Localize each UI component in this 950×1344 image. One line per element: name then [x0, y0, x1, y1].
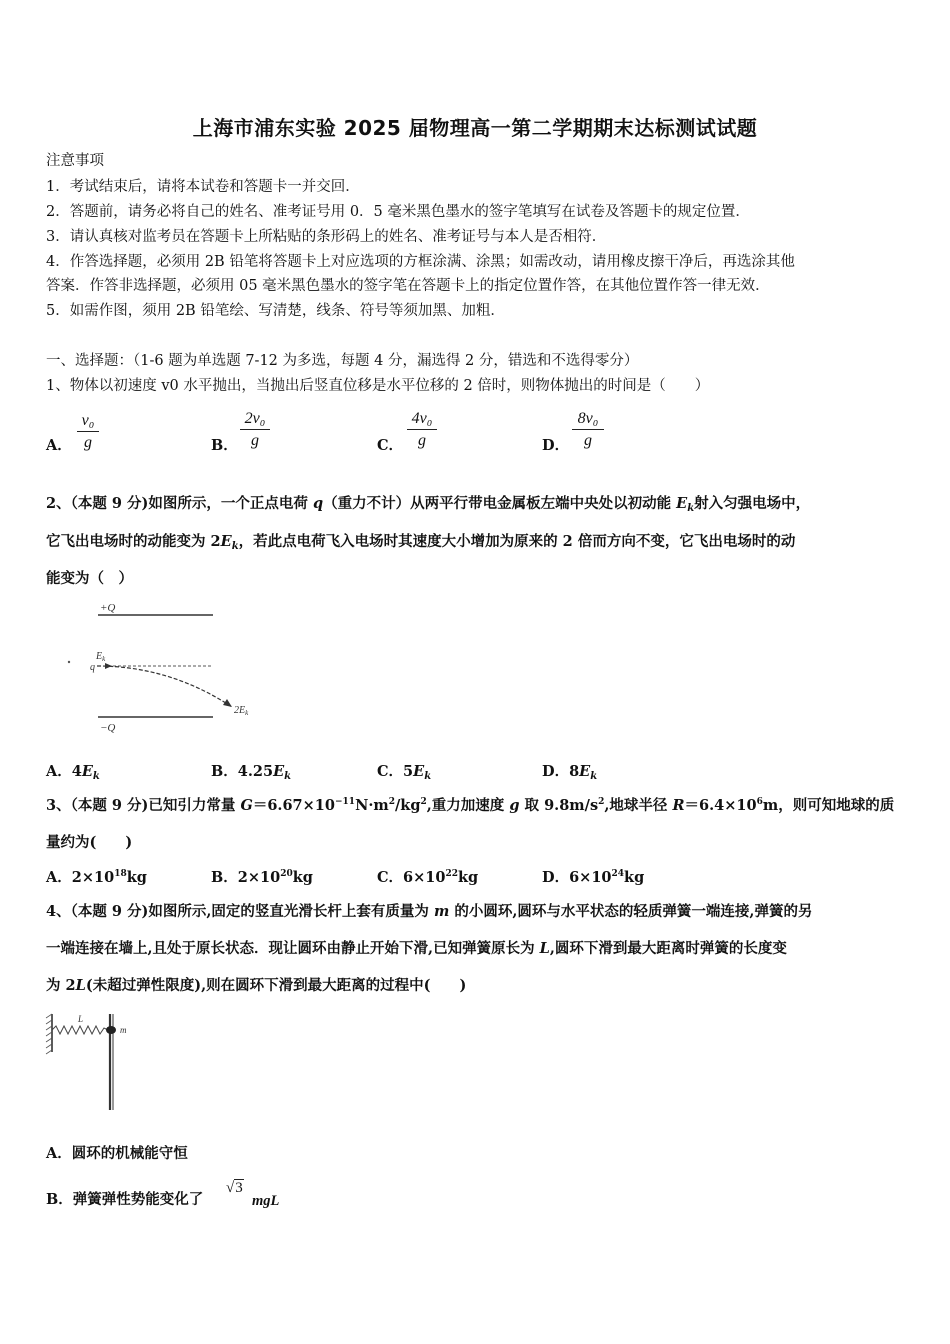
q2-fig-q-label: q: [90, 662, 95, 673]
q2-line2: 它飞出电场时的动能变为 $2E_k$，若此点电荷飞入电场时其速度大小增加为原来的 2 倍而方向不变，它飞出电场时的动: [46, 533, 796, 552]
q3-line1: 3、（本题 9 分)已知引力常量 $G=6.67\times 10^{-11}N\cdot m^2/kg^2$,重力加速度 g 取 $9.8m/s^2$,地球半径 $R=6.4\times 10^6m$，则可知地球的质: [46, 797, 895, 814]
notice-item: 2．答题前，请务必将自己的姓名、准考证号用 0．5 毫米黑色墨水的签字笔填写在试卷及答题卡的规定位置．: [46, 204, 750, 220]
q1-option-d-fraction: [570, 410, 606, 450]
q3-option-a: A．$2\times 10^{18}kg$: [46, 869, 147, 886]
spring: [52, 1026, 108, 1034]
q2-figure-parallel-plates: [60, 595, 270, 740]
q1-stem: 1、物体以初速度 v0 水平抛出，当抛出后竖直位移是水平位移的 2 倍时，则物体抛出的时间是（ ）: [46, 378, 710, 394]
q1-option-c-label: C．: [377, 437, 404, 454]
fraction-numerator: 8v₀: [577, 410, 599, 427]
notice-item: 1．考试结束后，请将本试卷和答题卡一并交回．: [46, 179, 360, 195]
fraction-numerator: 4v₀: [411, 410, 433, 427]
q4-line3: 为 2L(未超过弹性限度),则在圆环下滑到最大距离的过程中( ): [46, 977, 467, 994]
q4-line1: 4、（本题 9 分)如图所示,固定的竖直光滑长杆上套有质量为 m 的小圆环,圆环与水平状态的轻质弹簧一端连接,弹簧的另: [46, 903, 813, 920]
q4-fig-L-label: L: [78, 1014, 84, 1024]
fraction-denominator: g: [251, 432, 259, 449]
trajectory-path: [97, 666, 232, 707]
q3-option-d: D．$6\times 10^{24}kg$: [542, 869, 645, 886]
q2-fig-ek-label: $E_k$: [96, 651, 106, 663]
wall-hatching: [46, 1014, 52, 1054]
fraction-numerator: 2v₀: [244, 410, 266, 427]
q4-option-b: B．弹簧弹性势能变化了: [46, 1191, 204, 1208]
q1-option-a-label: A．: [46, 437, 72, 454]
q2-option-b: B．$4.25E_k$: [211, 763, 292, 782]
q2-option-a: A．$4E_k$: [46, 763, 100, 782]
q2-option-c: C．$5E_k$: [377, 763, 432, 782]
notice-heading: 注意事项: [46, 153, 104, 169]
q4-figure-spring-ring: [42, 1010, 142, 1115]
notice-item: 3．请认真核对监考员在答题卡上所粘贴的条形码上的姓名、准考证号与本人是否相符．: [46, 229, 607, 245]
q4-option-b-tail: mgL: [252, 1193, 280, 1209]
section-heading: 一、选择题：（1-6 题为单选题 7-12 为多选，每题 4 分，漏选得 2 分，错选和不选得零分）: [46, 353, 639, 369]
fraction-denominator: g: [84, 434, 92, 451]
q2-fig-top-label: +Q: [100, 602, 116, 614]
notice-item: 答案．作答非选择题，必须用 05 毫米黑色墨水的签字笔在答题卡上的指定位置作答，在其他位置作答一律无效．: [46, 278, 770, 294]
q4-line2: 一端连接在墙上,且处于原长状态．现让圆环由静止开始下滑,已知弹簧原长为 L,圆环下滑到最大距离时弹簧的长度变: [46, 940, 787, 957]
fraction-denominator: g: [418, 432, 426, 449]
q2-option-d: D．$8E_k$: [542, 763, 598, 782]
q2-line1: 2、（本题 9 分)如图所示，一个正点电荷 q（重力不计）从两平行带电金属板左端中央处以初动能 $E_k$射入匀强电场中，: [46, 495, 811, 514]
q3-option-b: B．$2\times 10^{20}kg$: [211, 869, 313, 886]
notice-item: 5．如需作图，须用 2B 铅笔绘、写清楚，线条、符号等须加黑、加粗．: [46, 303, 505, 319]
entry-arrowhead: [105, 663, 112, 669]
trajectory-arrowhead: [223, 699, 232, 707]
notice-item: 4．作答选择题，必须用 2B 铅笔将答题卡上对应选项的方框涂满、涂黑；如需改动，请用橡皮擦干净后，再选涂其他: [46, 254, 795, 270]
q2-fig-out-label: $2E_k$: [234, 705, 249, 717]
q3-line2: 量约为( ): [46, 834, 133, 851]
q1-option-a-fraction: [74, 412, 102, 452]
fraction-denominator: g: [584, 432, 592, 449]
q2-line3: 能变为（ ）: [46, 570, 133, 587]
q1-option-d-label: D．: [542, 437, 570, 454]
q2-fig-bottom-label: −Q: [100, 722, 116, 734]
q1-option-b-fraction: [238, 410, 272, 450]
q3-option-c: C．$6\times 10^{22}kg$: [377, 869, 479, 886]
q4-option-a: A．圆环的机械能守恒: [46, 1145, 188, 1162]
q1-option-c-fraction: [405, 410, 439, 450]
page-title: 上海市浦东实验 2025 届物理高一第二学期期末达标测试试题: [192, 116, 758, 140]
ring: [106, 1026, 116, 1034]
q1-option-b-label: B．: [211, 437, 238, 454]
q4-option-b-sqrt: √3: [226, 1180, 243, 1196]
fraction-numerator: v₀: [81, 412, 95, 429]
q4-fig-m-label: m: [120, 1025, 127, 1035]
dot-mark: [68, 661, 70, 663]
